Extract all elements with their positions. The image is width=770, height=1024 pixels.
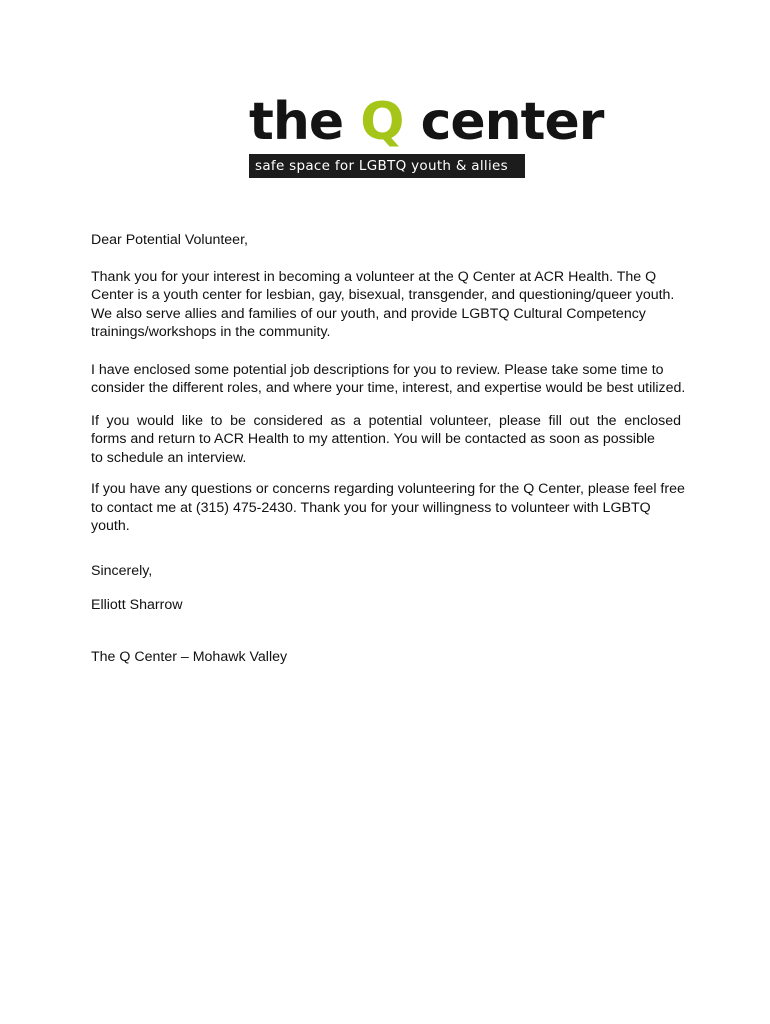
paragraph-line: I have enclosed some potential job descriptions for you to review. Please take some time to <box>91 361 664 378</box>
logo-word-q: Q <box>360 92 404 152</box>
organization-name: The Q Center – Mohawk Valley <box>91 648 288 665</box>
logo-tagline: safe space for LGBTQ youth & allies <box>255 158 508 174</box>
paragraph-line: youth. <box>91 518 130 534</box>
paragraph-line: Thank you for your interest in becoming a volunteer at the Q Center at ACR Health. The Q <box>91 268 657 285</box>
paragraph-line: We also serve allies and families of our youth, and provide LGBTQ Cultural Competency <box>91 305 646 322</box>
salutation: Dear Potential Volunteer, <box>91 232 248 248</box>
paragraph-line: forms and return to ACR Health to my attention. You will be contacted as soon as possible <box>91 431 655 447</box>
q-center-logo <box>249 92 604 182</box>
logo-word-the: the <box>249 92 361 152</box>
paragraph-line: to schedule an interview. <box>91 449 247 466</box>
paragraph-line: consider the different roles, and where your time, interest, and expertise would be best utilized. <box>91 380 686 396</box>
paragraph-line: to contact me at (315) 475-2430. Thank you for your willingness to volunteer with LGBTQ <box>91 499 651 516</box>
logo-tagline-bar <box>249 154 525 178</box>
closing: Sincerely, <box>91 562 153 579</box>
logo-wordmark <box>249 92 604 152</box>
paragraph-line: Center is a youth center for lesbian, gay, bisexual, transgender, and questioning/queer youth. <box>91 287 675 303</box>
paragraph-line: trainings/workshops in the community. <box>91 324 331 340</box>
letter-body <box>91 231 686 666</box>
logo-word-center: center <box>403 92 604 152</box>
paragraph-line: If you have any questions or concerns regarding volunteering for the Q Center, please feel free <box>91 481 685 497</box>
paragraph-contact <box>91 480 685 536</box>
paragraph-intro <box>91 268 681 342</box>
paragraph-application <box>91 412 681 468</box>
signer-name: Elliott Sharrow <box>91 597 183 613</box>
paragraph-job-descriptions <box>91 361 686 398</box>
paragraph-line: If you would like to be considered as a potential volunteer, please fill out the enclosed <box>91 412 681 429</box>
